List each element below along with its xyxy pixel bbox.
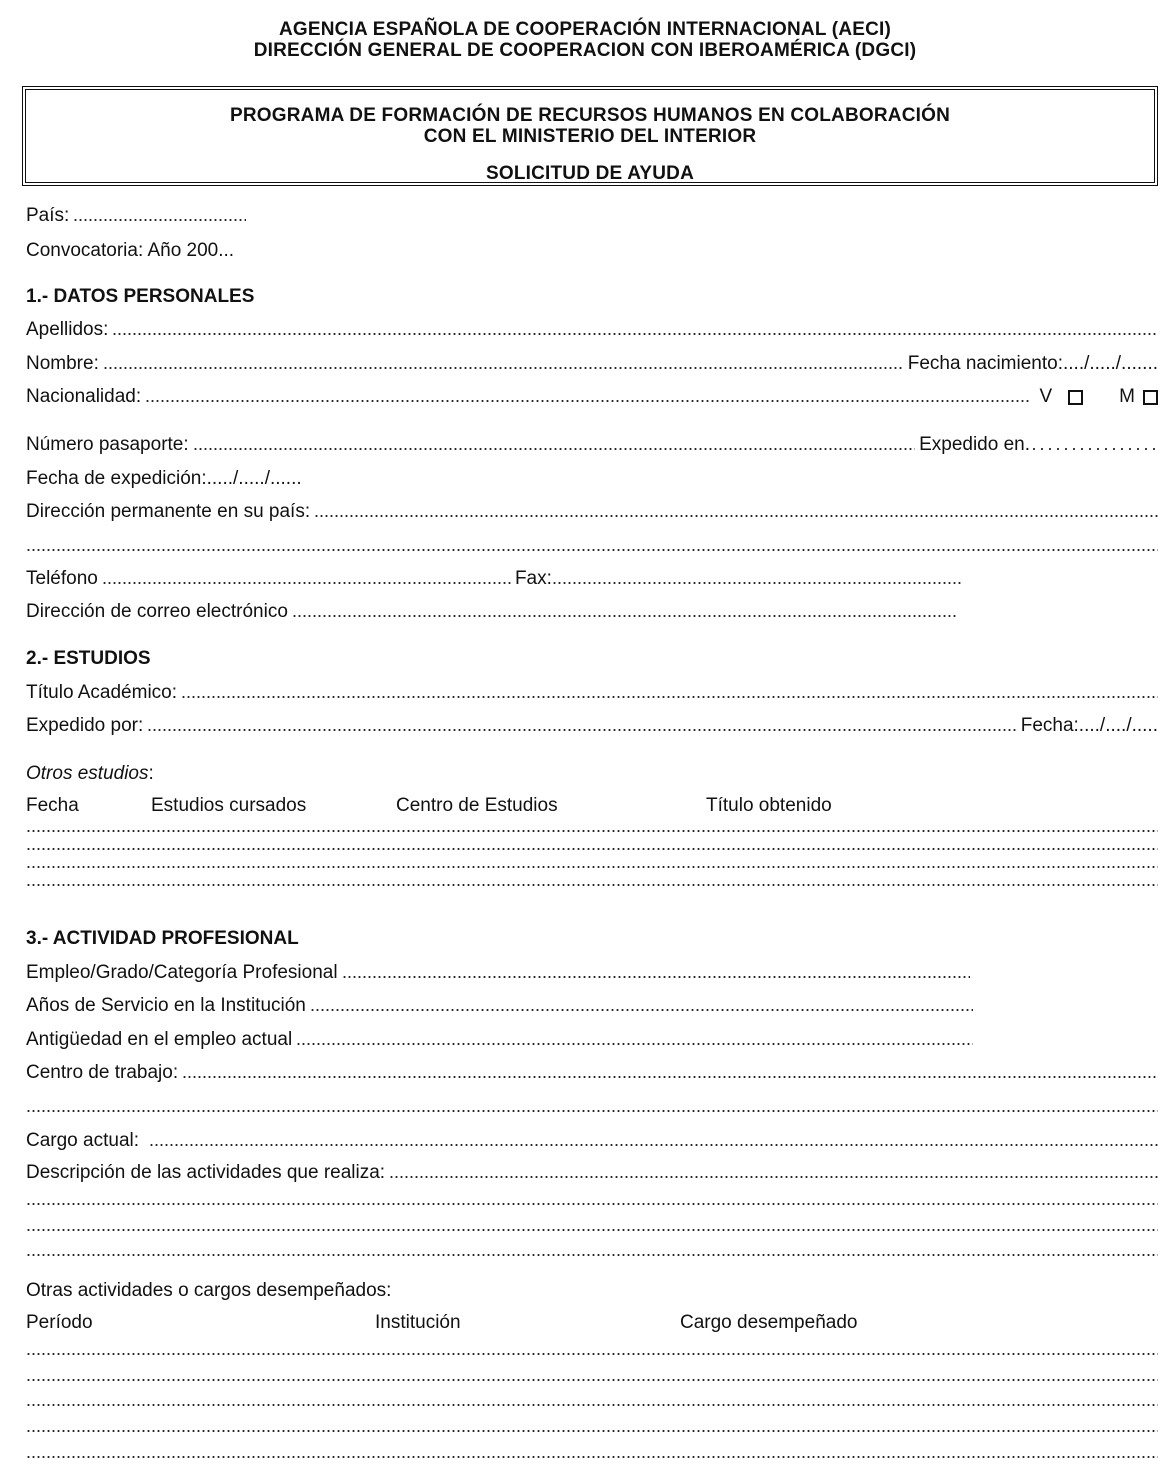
fecha-expedicion-field[interactable]	[26, 466, 1158, 492]
pais-label: País:	[26, 205, 70, 226]
col-institucion: Institución	[375, 1312, 461, 1333]
apellidos-blank[interactable]	[112, 332, 1158, 336]
descripcion-label: Descripción de las actividades que realiza:	[26, 1162, 386, 1183]
convocatoria-line	[26, 238, 1158, 264]
expedido-en-blank[interactable]	[1030, 447, 1158, 451]
section-1-title-text: 1.- DATOS PERSONALES	[26, 286, 255, 307]
col-estudios-cursados: Estudios cursados	[151, 795, 307, 816]
expedido-por-field[interactable]	[26, 713, 1158, 739]
descripcion-row[interactable]	[26, 1187, 1158, 1213]
direction-name: DIRECCIÓN GENERAL DE COOPERACION CON IBEROAMÉRICA (DGCI)	[253, 40, 917, 61]
descripcion-blank[interactable]	[389, 1175, 1158, 1179]
col-periodo: Período	[26, 1312, 93, 1333]
document-header	[0, 19, 1170, 61]
apellidos-field[interactable]	[26, 317, 1158, 343]
otras-actividades-text: Otras actividades o cargos desempeñados:	[26, 1280, 392, 1301]
empleo-field[interactable]	[26, 960, 970, 986]
fecha-expedicion-label: Fecha de expedición:...../...../......	[26, 468, 302, 489]
cargo-actual-blank[interactable]	[149, 1143, 1158, 1147]
otros-estudios-italic: Otros estudios	[26, 763, 149, 784]
sex-m-label: M	[1119, 386, 1135, 407]
antiguedad-label: Antigüedad en el empleo actual	[26, 1029, 293, 1050]
nombre-field[interactable]	[26, 351, 1158, 377]
section-3-title-text: 3.- ACTIVIDAD PROFESIONAL	[26, 928, 299, 949]
titulo-academico-label: Título Académico:	[26, 682, 178, 703]
expedido-por-blank[interactable]	[147, 728, 1016, 732]
telefono-fax-field[interactable]	[26, 566, 961, 592]
nacionalidad-field[interactable]	[26, 384, 1158, 410]
otras-actividades-label	[26, 1278, 1158, 1304]
otros-estudios-label	[26, 761, 1158, 787]
otras-actividades-row[interactable]	[26, 1440, 1158, 1466]
section-2-title-text: 2.- ESTUDIOS	[26, 648, 151, 669]
centro-trabajo-blank-2[interactable]	[26, 1109, 1158, 1113]
otras-actividades-blank-2[interactable]	[26, 1378, 1158, 1382]
form-title: SOLICITUD DE AYUDA	[485, 163, 695, 184]
direccion-blank[interactable]	[314, 514, 1158, 518]
otras-actividades-row[interactable]	[26, 1388, 1158, 1414]
otras-actividades-blank-3[interactable]	[26, 1403, 1158, 1407]
antiguedad-field[interactable]	[26, 1027, 973, 1053]
descripcion-blank-3[interactable]	[26, 1228, 1158, 1232]
section-2-title	[26, 646, 1158, 672]
direccion-label: Dirección permanente en su país:	[26, 501, 311, 522]
sex-m-checkbox[interactable]	[1143, 390, 1158, 405]
cargo-actual-field[interactable]	[26, 1128, 1158, 1154]
descripcion-field[interactable]	[26, 1160, 1158, 1186]
centro-trabajo-blank[interactable]	[182, 1075, 1158, 1079]
section-1-title	[26, 284, 1158, 310]
otros-estudios-row[interactable]	[26, 868, 1158, 894]
col-titulo-obtenido: Título obtenido	[706, 795, 832, 816]
sex-v-label: V	[1039, 386, 1053, 407]
centro-trabajo-label: Centro de trabajo:	[26, 1062, 179, 1083]
otras-actividades-row[interactable]	[26, 1337, 1158, 1363]
empleo-label: Empleo/Grado/Categoría Profesional	[26, 962, 338, 983]
nombre-label: Nombre:	[26, 353, 99, 374]
apellidos-label: Apellidos:	[26, 319, 109, 340]
nacionalidad-label: Nacionalidad:	[26, 386, 142, 407]
otras-actividades-row[interactable]	[26, 1363, 1158, 1389]
correo-blank[interactable]	[292, 614, 958, 618]
fecha-titulo-label[interactable]: Fecha:..../..../.....	[1020, 715, 1158, 736]
pais-blank[interactable]	[73, 218, 246, 222]
sex-v-checkbox[interactable]	[1068, 390, 1083, 405]
direccion-blank-2[interactable]	[26, 548, 1158, 552]
pais-field[interactable]	[26, 203, 246, 229]
otras-actividades-row[interactable]	[26, 1414, 1158, 1440]
program-title-box	[22, 86, 1158, 186]
centro-trabajo-continuation[interactable]	[26, 1094, 1158, 1120]
antiguedad-blank[interactable]	[296, 1042, 973, 1046]
anos-servicio-field[interactable]	[26, 993, 973, 1019]
otros-estudios-text	[26, 761, 154, 787]
section-3-title	[26, 926, 1158, 952]
convocatoria-label: Convocatoria: Año 200...	[26, 240, 235, 261]
descripcion-blank-4[interactable]	[26, 1253, 1158, 1257]
anos-servicio-label: Años de Servicio en la Institución	[26, 995, 306, 1016]
agency-name: AGENCIA ESPAÑOLA DE COOPERACIÓN INTERNACIONAL (AECI)	[278, 19, 892, 40]
otras-actividades-blank-1[interactable]	[26, 1352, 1158, 1356]
direccion-field[interactable]	[26, 499, 1158, 525]
descripcion-row[interactable]	[26, 1238, 1158, 1264]
pasaporte-label: Número pasaporte:	[26, 434, 189, 455]
direccion-continuation[interactable]	[26, 533, 1158, 559]
descripcion-row[interactable]	[26, 1213, 1158, 1239]
titulo-academico-blank[interactable]	[181, 695, 1158, 699]
descripcion-blank-2[interactable]	[26, 1202, 1158, 1206]
program-name	[26, 105, 1154, 147]
fax-label: Fax:	[514, 568, 552, 589]
centro-trabajo-field[interactable]	[26, 1060, 1158, 1086]
titulo-academico-field[interactable]	[26, 680, 1158, 706]
otras-actividades-blank-5[interactable]	[26, 1455, 1158, 1459]
nombre-blank[interactable]	[103, 366, 904, 370]
correo-label: Dirección de correo electrónico	[26, 601, 288, 622]
correo-field[interactable]	[26, 599, 958, 625]
col-fecha: Fecha	[26, 795, 79, 816]
program-line-2: CON EL MINISTERIO DEL INTERIOR	[423, 126, 757, 147]
fax-blank[interactable]	[552, 581, 961, 585]
fecha-nacimiento-label[interactable]: Fecha nacimiento:..../...../.......	[907, 353, 1158, 374]
program-line-1: PROGRAMA DE FORMACIÓN DE RECURSOS HUMANOS EN COLABORACIÓN	[229, 105, 951, 126]
sex-options	[1029, 384, 1158, 410]
expedido-en-label: Expedido en.	[919, 434, 1030, 455]
empleo-blank[interactable]	[342, 975, 970, 979]
col-cargo-desempenado: Cargo desempeñado	[680, 1312, 858, 1333]
otras-actividades-blank-4[interactable]	[26, 1429, 1158, 1433]
otros-estudios-blank-4[interactable]	[26, 883, 1158, 887]
expedido-por-label: Expedido por:	[26, 715, 144, 736]
pasaporte-blank[interactable]	[193, 447, 915, 451]
telefono-label: Teléfono	[26, 568, 98, 589]
nacionalidad-blank[interactable]	[145, 399, 1029, 403]
cargo-actual-label: Cargo actual:	[26, 1130, 140, 1151]
col-centro-estudios: Centro de Estudios	[396, 795, 558, 816]
anos-servicio-blank[interactable]	[310, 1008, 973, 1012]
pasaporte-field[interactable]	[26, 432, 1158, 458]
telefono-blank[interactable]	[102, 581, 511, 585]
otros-estudios-colon: :	[148, 763, 154, 784]
